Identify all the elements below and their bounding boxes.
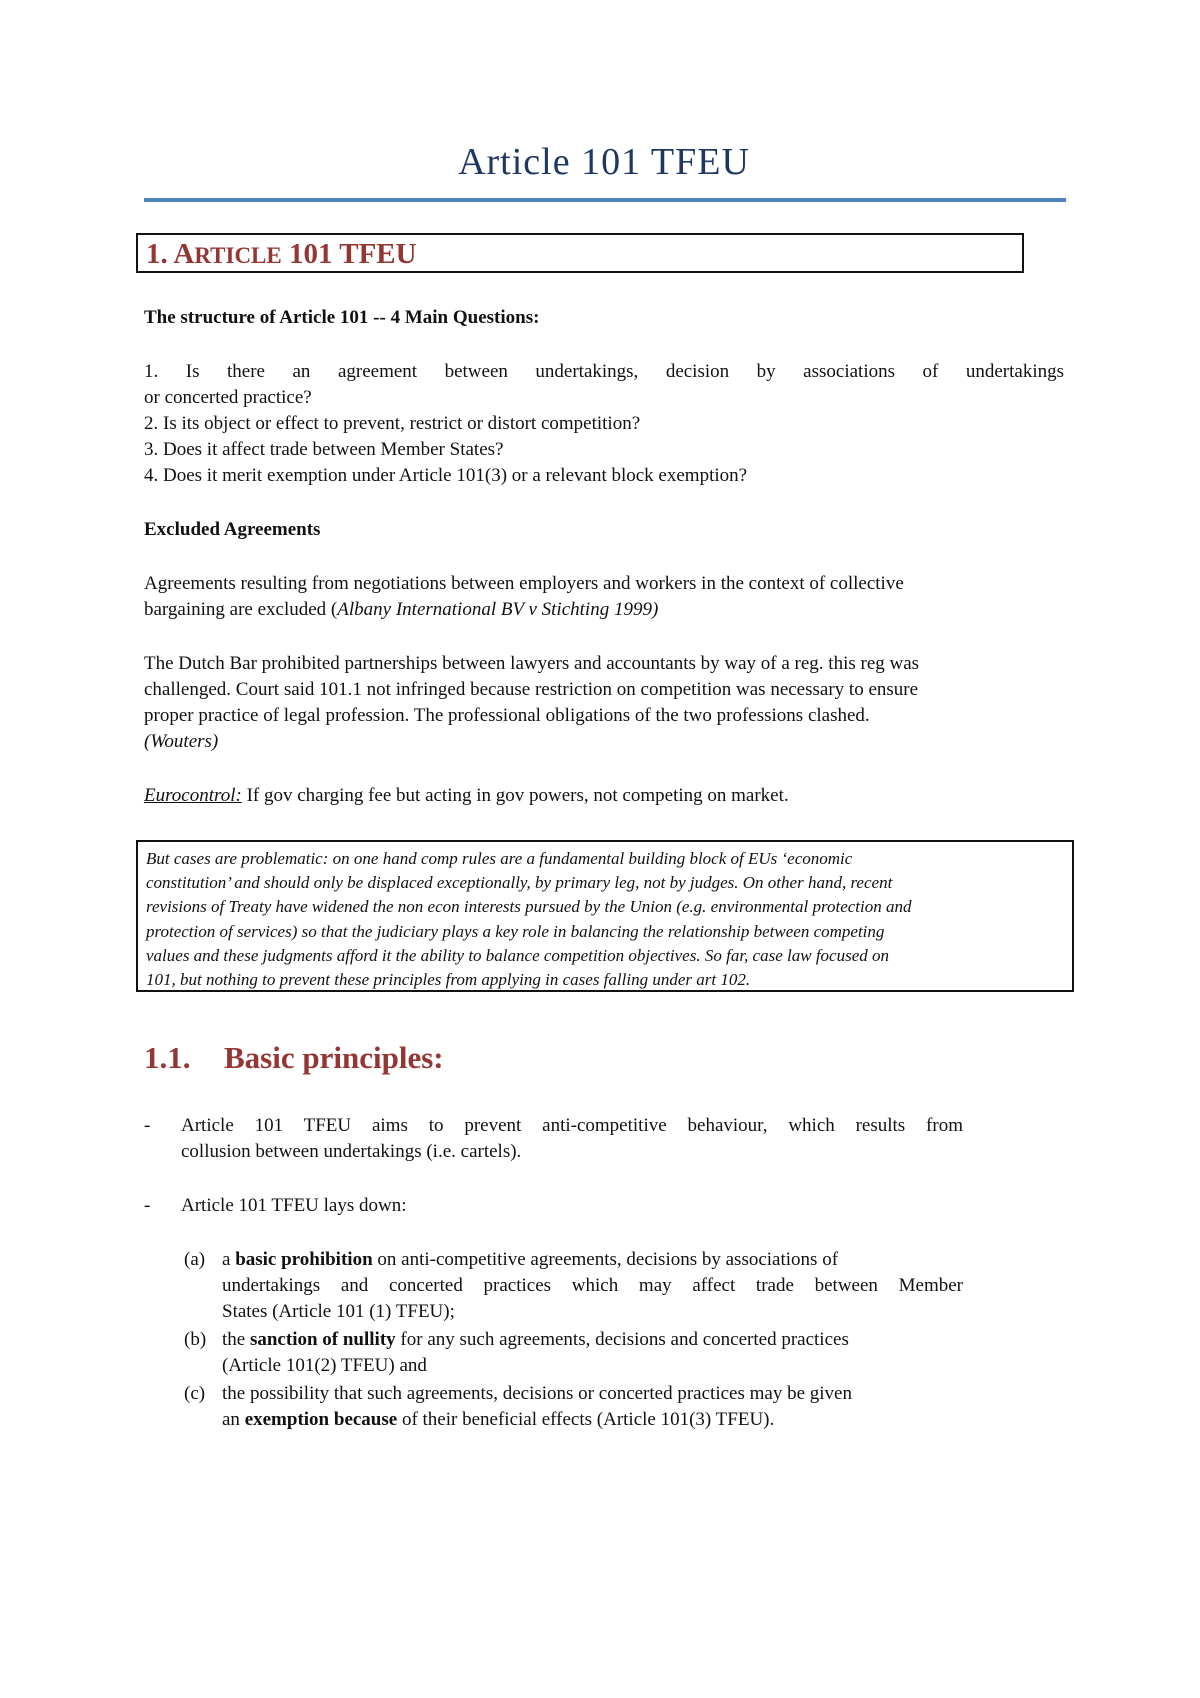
excluded-p2-line3: proper practice of legal profession. The professional obligations of the two professions clashed. [144,705,870,726]
section-heading-1 [136,233,1024,273]
heading2-text: Basic principles: [224,1040,444,1075]
sub-item-a-line3: States (Article 101 (1) TFEU); [222,1301,455,1322]
excluded-p2-line1: The Dutch Bar prohibited partnerships between lawyers and accountants by way of a reg. this reg was [144,653,920,674]
commentary-box [136,840,1074,992]
sub-item-b-line1 [222,1327,963,1353]
question-1-line1: 1. Is there an agreement between undertakings, decision by associations of undertakings [144,361,1064,382]
question-2: 2. Is its object or effect to prevent, restrict or distort competition? [144,413,641,434]
sub-a-pre: a [222,1249,236,1270]
commentary-line: revisions of Treaty have widened the non econ interests pursued by the Union (e.g. environmental protection and [146,897,912,917]
sub-item-a-line2: undertakings and concerted practices which may affect trade between Member [222,1275,963,1296]
excluded-heading: Excluded Agreements [144,519,321,540]
sub-c-post: of their beneficial effects (Article 101(3) TFEU). [397,1409,775,1430]
heading-small-caps: RTICLE [194,243,282,268]
heading-first-letter: A [173,238,195,270]
sub-item-label-c: (c) [184,1383,206,1404]
question-1-line2: or concerted practice? [144,387,312,408]
sub-a-post: on anti-competitive agreements, decisions by associations of [372,1249,839,1270]
commentary-line: But cases are problematic: on one hand comp rules are a fundamental building block of EUs ‘economic [146,849,853,868]
commentary-line: values and these judgments afford it the ability to balance competition objectives. So far, case law focused on [146,945,889,965]
case-citation-albany: Albany International BV v Stichting 1999) [337,599,659,620]
bullet-1-line2: collusion between undertakings (i.e. cartels). [181,1141,522,1162]
heading2-number: 1.1. [144,1040,191,1075]
bullet-1-line1: Article 101 TFEU aims to prevent anti-competitive behaviour, which results from [181,1115,963,1136]
sub-c-pre: an [222,1409,245,1430]
commentary-line: constitution’ and should only be displaced exceptionally, by primary leg, not by judges. On other hand, recent [146,873,893,893]
question-4: 4. Does it merit exemption under Article 101(3) or a relevant block exemption? [144,465,748,486]
eurocontrol-label: Eurocontrol: [144,785,242,806]
title-underline [144,198,1066,202]
sub-b-bold: sanction of nullity [249,1329,396,1350]
bullet-dash: - [144,1195,151,1216]
excluded-p2-line2: challenged. Court said 101.1 not infringed because restriction on competition was necessary to ensure [144,679,919,700]
sub-c-bold: exemption because [244,1409,398,1430]
document-title: Article 101 TFEU [458,141,750,183]
sub-item-a-line1 [222,1247,963,1273]
eurocontrol-text: If gov charging fee but acting in gov powers, not competing on market. [241,785,789,806]
heading-rest: 101 TFEU [281,238,417,270]
sub-a-bold: basic prohibition [235,1249,373,1270]
question-3: 3. Does it affect trade between Member States? [144,439,504,460]
eurocontrol-line [144,783,1044,809]
sub-b-pre: the [222,1329,250,1350]
heading-number: 1. [146,238,174,270]
excluded-p1-line2 [144,597,1044,623]
sub-item-b-line2: (Article 101(2) TFEU) and [222,1355,427,1376]
bullet-2-line1: Article 101 TFEU lays down: [181,1195,407,1216]
structure-heading: The structure of Article 101 -- 4 Main Questions: [144,307,540,328]
commentary-line: protection of services) so that the judiciary plays a key role in balancing the relationship between competing [146,921,885,941]
sub-item-label-b: (b) [184,1329,207,1350]
sub-b-post: for any such agreements, decisions and concerted practices [395,1329,849,1350]
excluded-p1-prefix: bargaining are excluded ( [144,599,338,620]
excluded-p1-line1: Agreements resulting from negotiations between employers and workers in the context of collective [144,573,904,594]
commentary-line: 101, but nothing to prevent these principles from applying in cases falling under art 102. [146,970,751,990]
sub-item-c-line2 [222,1407,963,1433]
case-citation-wouters: (Wouters) [144,731,219,752]
bullet-dash: - [144,1115,151,1136]
section-heading-1-1 [144,1040,444,1076]
sub-item-label-a: (a) [184,1249,206,1270]
sub-item-c-line1: the possibility that such agreements, decisions or concerted practices may be given [222,1383,852,1404]
